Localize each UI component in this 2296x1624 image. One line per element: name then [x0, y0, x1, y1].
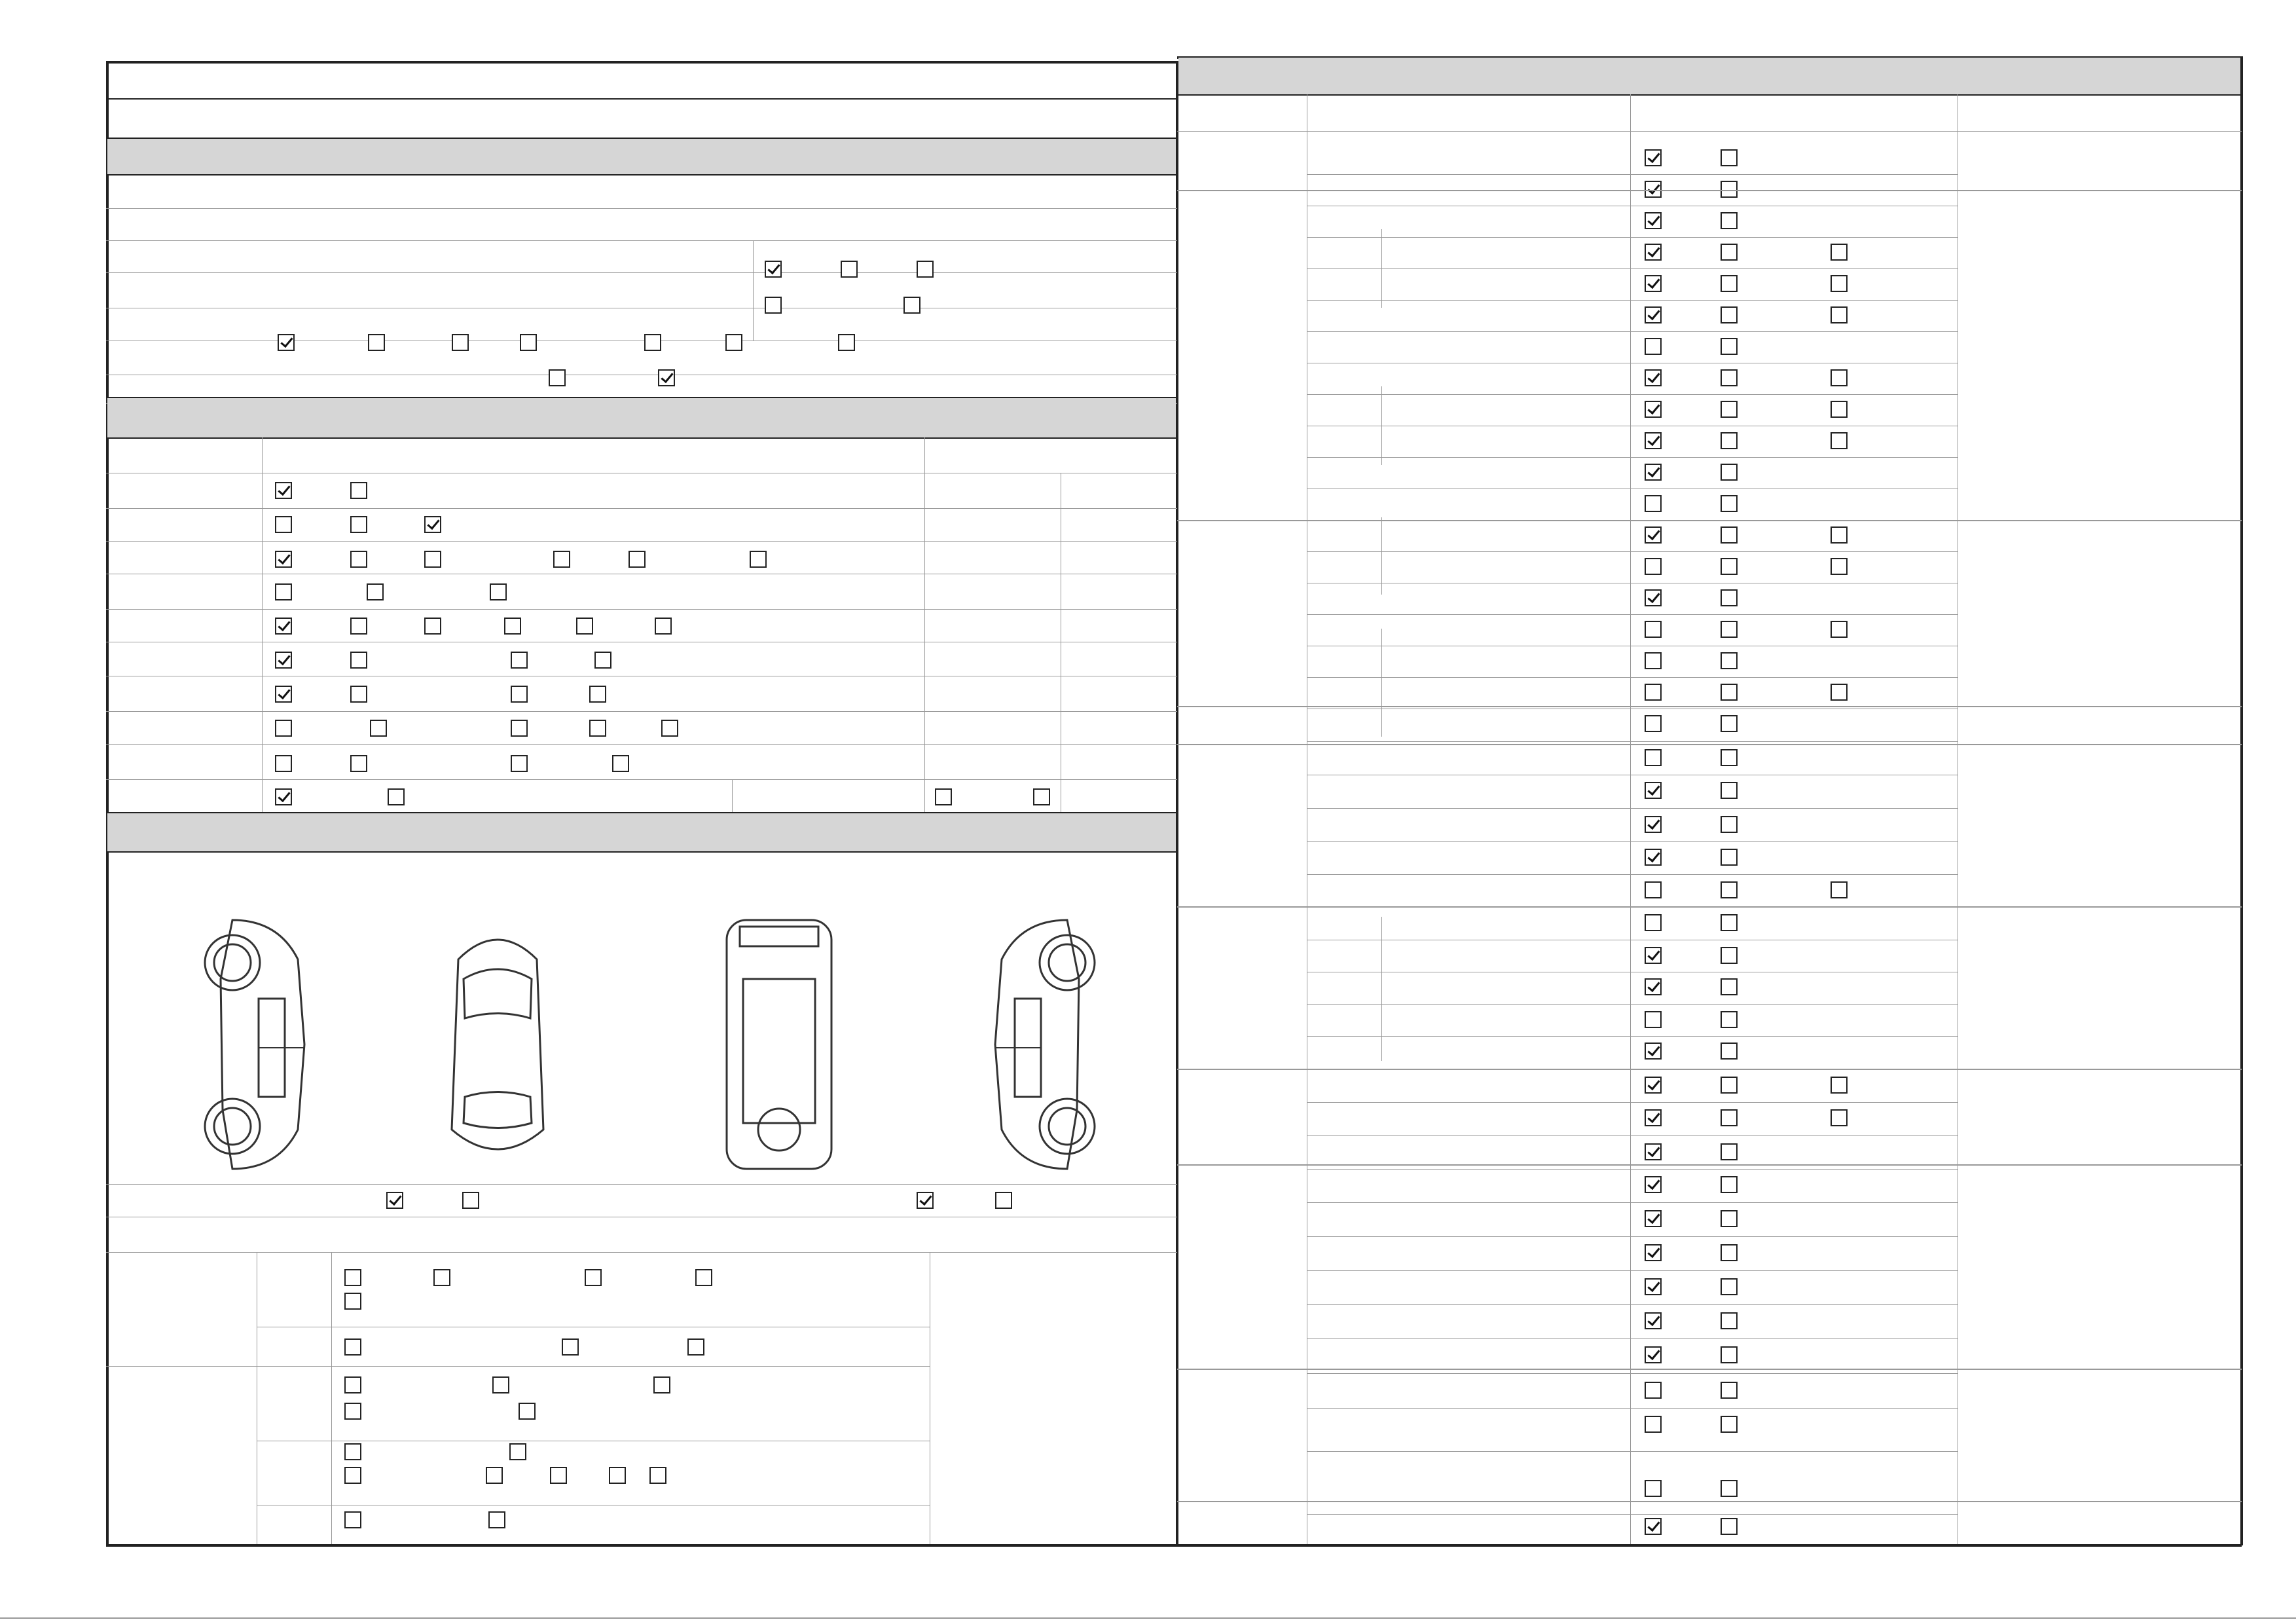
option-0-checkbox[interactable]: [275, 755, 292, 772]
detail-21-0-checkbox[interactable]: [1645, 816, 1662, 833]
trans2-0-checkbox[interactable]: [765, 297, 782, 314]
option-2-checkbox[interactable]: [511, 755, 528, 772]
rule-line: [1307, 808, 1958, 809]
rule-line: [1177, 131, 2242, 132]
color-0-checkbox[interactable]: [275, 720, 292, 737]
rankA-2-checkbox[interactable]: [653, 1376, 670, 1393]
detail-20-0-checkbox[interactable]: [1645, 782, 1662, 799]
detail-16-1-checkbox[interactable]: [1721, 652, 1738, 669]
rule-line: [1307, 874, 1958, 875]
usage-3-checkbox[interactable]: [589, 686, 606, 703]
rule-line: [753, 240, 754, 341]
mileage-level-2-checkbox[interactable]: [424, 516, 441, 533]
detail-24-1-checkbox[interactable]: [1721, 914, 1738, 931]
detail-38-0-checkbox[interactable]: [1645, 1382, 1662, 1399]
rule-line: [106, 609, 1177, 610]
emission-1-checkbox[interactable]: [367, 583, 384, 600]
rankA2-1-checkbox[interactable]: [519, 1403, 536, 1420]
accident-history-1-checkbox[interactable]: [462, 1192, 479, 1209]
rank1-1-checkbox[interactable]: [433, 1269, 450, 1286]
rule-line: [1307, 1514, 1958, 1515]
color-3-checkbox[interactable]: [589, 720, 606, 737]
warranty-1-checkbox[interactable]: [658, 369, 675, 386]
color-4-checkbox[interactable]: [661, 720, 678, 737]
rank2-2-checkbox[interactable]: [687, 1338, 704, 1356]
mileage-0-checkbox[interactable]: [275, 482, 292, 499]
rule-line: [106, 208, 1177, 209]
rule-line: [1307, 1004, 1958, 1005]
rule-line: [106, 711, 1177, 712]
rankC-0-checkbox[interactable]: [344, 1511, 361, 1528]
detail-34-0-checkbox[interactable]: [1645, 1244, 1662, 1261]
vin-mark-3-checkbox[interactable]: [553, 551, 570, 568]
option-1-checkbox[interactable]: [350, 755, 367, 772]
emission-0-checkbox[interactable]: [275, 583, 292, 600]
detail-14-1-checkbox[interactable]: [1721, 589, 1738, 606]
accident-history-0-checkbox[interactable]: [386, 1192, 403, 1209]
rankC-1-checkbox[interactable]: [488, 1511, 505, 1528]
fuel-1-checkbox[interactable]: [368, 334, 385, 351]
detail-6-0-checkbox[interactable]: [1645, 338, 1662, 355]
rule-line: [1307, 1102, 1958, 1103]
rule-line: [262, 437, 263, 812]
special-3-checkbox[interactable]: [594, 652, 611, 669]
detail-24-0-checkbox[interactable]: [1645, 914, 1662, 931]
detail-37-1-checkbox[interactable]: [1721, 1346, 1738, 1363]
detail-27-1-checkbox[interactable]: [1721, 1011, 1738, 1028]
mileage-level-1-checkbox[interactable]: [350, 516, 367, 533]
rule-line: [1307, 237, 1958, 238]
detail-30-0-checkbox[interactable]: [1645, 1109, 1662, 1126]
detail-7-1-checkbox[interactable]: [1721, 369, 1738, 386]
basic-header-bar: [107, 139, 1176, 174]
car-right-side-diagram: [962, 913, 1113, 1175]
rank2-0-checkbox[interactable]: [344, 1338, 361, 1356]
rankB-0-checkbox[interactable]: [344, 1443, 361, 1460]
detail-37-0-checkbox[interactable]: [1645, 1346, 1662, 1363]
detail-23-2-checkbox[interactable]: [1831, 881, 1848, 898]
rule-line: [1177, 744, 2242, 745]
vin-mark-1-checkbox[interactable]: [350, 551, 367, 568]
rule-line: [331, 1252, 332, 1544]
detail-2-0-checkbox[interactable]: [1645, 212, 1662, 229]
detail-4-0-checkbox[interactable]: [1645, 275, 1662, 292]
rule-line: [106, 779, 1177, 780]
detail-30-2-checkbox[interactable]: [1831, 1109, 1848, 1126]
detail-1-1-checkbox[interactable]: [1721, 181, 1738, 198]
detail-41-0-checkbox[interactable]: [1645, 1518, 1662, 1535]
rule-line: [1307, 1169, 1958, 1170]
detail-15-1-checkbox[interactable]: [1721, 621, 1738, 638]
detail-4-2-checkbox[interactable]: [1831, 275, 1848, 292]
rule-line: [1307, 394, 1958, 395]
detail-26-0-checkbox[interactable]: [1645, 978, 1662, 995]
rule-line: [1177, 1501, 2242, 1502]
detail-30-1-checkbox[interactable]: [1721, 1109, 1738, 1126]
detail-15-0-checkbox[interactable]: [1645, 621, 1662, 638]
rule-line: [1177, 1164, 2242, 1166]
detail-3-2-checkbox[interactable]: [1831, 244, 1848, 261]
car-top-diagram: [432, 920, 563, 1169]
detail-29-2-checkbox[interactable]: [1831, 1077, 1848, 1094]
option-3-checkbox[interactable]: [612, 755, 629, 772]
rule-line: [1307, 841, 1958, 842]
detail-10-1-checkbox[interactable]: [1721, 464, 1738, 481]
fuel-2-checkbox[interactable]: [452, 334, 469, 351]
rule-line: [1307, 1451, 1958, 1452]
recall-done-1-checkbox[interactable]: [1033, 788, 1050, 805]
detail-4-1-checkbox[interactable]: [1721, 275, 1738, 292]
tuning-4-checkbox[interactable]: [576, 618, 593, 635]
rule-line: [106, 744, 1177, 745]
rule-line: [106, 61, 109, 1545]
detail-11-1-checkbox[interactable]: [1721, 495, 1738, 512]
vin-mark-2-checkbox[interactable]: [424, 551, 441, 568]
rule-line: [106, 851, 1177, 853]
detail-18-0-checkbox[interactable]: [1645, 715, 1662, 732]
detail-14-0-checkbox[interactable]: [1645, 589, 1662, 606]
rule-line: [106, 174, 1177, 175]
detail-23-1-checkbox[interactable]: [1721, 881, 1738, 898]
detail-17-2-checkbox[interactable]: [1831, 684, 1848, 701]
trans-0-checkbox[interactable]: [765, 261, 782, 278]
detail-32-1-checkbox[interactable]: [1721, 1176, 1738, 1193]
rankB2-3-checkbox[interactable]: [609, 1467, 626, 1484]
rule-line: [1381, 386, 1382, 465]
detail-9-0-checkbox[interactable]: [1645, 432, 1662, 449]
detail-33-0-checkbox[interactable]: [1645, 1210, 1662, 1227]
rankB2-0-checkbox[interactable]: [344, 1467, 361, 1484]
rule-line: [1307, 1135, 1958, 1136]
rule-line: [1307, 1304, 1958, 1305]
rule-line: [106, 272, 1177, 273]
detail-10-0-checkbox[interactable]: [1645, 464, 1662, 481]
rule-line: [1307, 1408, 1958, 1409]
fuel-4-checkbox[interactable]: [644, 334, 661, 351]
vin-mark-5-checkbox[interactable]: [750, 551, 767, 568]
detail-3-1-checkbox[interactable]: [1721, 244, 1738, 261]
rankB2-1-checkbox[interactable]: [486, 1467, 503, 1484]
detail-8-1-checkbox[interactable]: [1721, 401, 1738, 418]
detail-15-2-checkbox[interactable]: [1831, 621, 1848, 638]
detail-35-1-checkbox[interactable]: [1721, 1278, 1738, 1295]
rule-line: [1307, 331, 1958, 332]
car-frame-diagram: [714, 913, 845, 1175]
rule-line: [1177, 706, 2242, 707]
detail-19-0-checkbox[interactable]: [1645, 749, 1662, 766]
special-0-checkbox[interactable]: [275, 652, 292, 669]
fuel-5-checkbox[interactable]: [725, 334, 742, 351]
rank1-2-checkbox[interactable]: [585, 1269, 602, 1286]
color-2-checkbox[interactable]: [511, 720, 528, 737]
detail-22-1-checkbox[interactable]: [1721, 849, 1738, 866]
rule-line: [106, 508, 1177, 509]
detail-36-1-checkbox[interactable]: [1721, 1312, 1738, 1329]
rankB2-2-checkbox[interactable]: [550, 1467, 567, 1484]
usage-2-checkbox[interactable]: [511, 686, 528, 703]
detail-25-0-checkbox[interactable]: [1645, 947, 1662, 964]
detail-12-0-checkbox[interactable]: [1645, 526, 1662, 544]
rule-line: [1381, 517, 1382, 595]
detail-26-1-checkbox[interactable]: [1721, 978, 1738, 995]
rankA-1-checkbox[interactable]: [492, 1376, 509, 1393]
tuning-3-checkbox[interactable]: [504, 618, 521, 635]
detail-29-0-checkbox[interactable]: [1645, 1077, 1662, 1094]
rankB2-4-checkbox[interactable]: [649, 1467, 666, 1484]
detail-header-bar: [1178, 58, 2240, 94]
rule-line: [1307, 174, 1958, 175]
detail-18-1-checkbox[interactable]: [1721, 715, 1738, 732]
detail-3-0-checkbox[interactable]: [1645, 244, 1662, 261]
rule-line: [1307, 1036, 1958, 1037]
rule-line: [1381, 917, 1382, 1061]
detail-32-0-checkbox[interactable]: [1645, 1176, 1662, 1193]
detail-7-2-checkbox[interactable]: [1831, 369, 1848, 386]
detail-5-1-checkbox[interactable]: [1721, 306, 1738, 323]
rule-line: [0, 1617, 2296, 1619]
detail-0-0-checkbox[interactable]: [1645, 149, 1662, 166]
detail-34-1-checkbox[interactable]: [1721, 1244, 1738, 1261]
vin-mark-4-checkbox[interactable]: [629, 551, 646, 568]
rank1-0-checkbox[interactable]: [344, 1269, 361, 1286]
rule-line: [106, 1366, 930, 1367]
rule-line: [106, 1252, 1177, 1253]
fuel-0-checkbox[interactable]: [278, 334, 295, 351]
usage-0-checkbox[interactable]: [275, 686, 292, 703]
rule-line: [106, 98, 1177, 100]
rule-line: [1177, 1369, 2242, 1370]
rule-line: [1177, 1069, 2242, 1070]
detail-28-0-checkbox[interactable]: [1645, 1043, 1662, 1060]
detail-35-0-checkbox[interactable]: [1645, 1278, 1662, 1295]
detail-39-1-checkbox[interactable]: [1721, 1416, 1738, 1433]
rankA2-0-checkbox[interactable]: [344, 1403, 361, 1420]
rule-line: [1177, 906, 2242, 908]
detail-21-1-checkbox[interactable]: [1721, 816, 1738, 833]
trans2-1-checkbox[interactable]: [903, 297, 920, 314]
detail-12-2-checkbox[interactable]: [1831, 526, 1848, 544]
rule-line: [106, 61, 1177, 64]
rule-line: [1307, 741, 1958, 742]
detail-20-1-checkbox[interactable]: [1721, 782, 1738, 799]
tuning-2-checkbox[interactable]: [424, 618, 441, 635]
rule-line: [1307, 1270, 1958, 1271]
usage-1-checkbox[interactable]: [350, 686, 367, 703]
detail-16-0-checkbox[interactable]: [1645, 652, 1662, 669]
car-left-side-diagram: [187, 913, 337, 1175]
rule-line: [1307, 268, 1958, 269]
mileage-1-checkbox[interactable]: [350, 482, 367, 499]
detail-9-2-checkbox[interactable]: [1831, 432, 1848, 449]
simple-repair-0-checkbox[interactable]: [917, 1192, 934, 1209]
color-1-checkbox[interactable]: [370, 720, 387, 737]
warranty-0-checkbox[interactable]: [549, 369, 566, 386]
detail-17-0-checkbox[interactable]: [1645, 684, 1662, 701]
detail-9-1-checkbox[interactable]: [1721, 432, 1738, 449]
general-header-bar: [107, 398, 1176, 437]
recall-0-checkbox[interactable]: [275, 788, 292, 805]
rule-line: [1307, 614, 1958, 615]
special-2-checkbox[interactable]: [511, 652, 528, 669]
rule-line: [1381, 229, 1382, 308]
detail-38-1-checkbox[interactable]: [1721, 1382, 1738, 1399]
rankB-1-checkbox[interactable]: [509, 1443, 526, 1460]
rule-line: [1307, 551, 1958, 552]
rule-line: [106, 240, 1177, 241]
detail-17-1-checkbox[interactable]: [1721, 684, 1738, 701]
detail-2-1-checkbox[interactable]: [1721, 212, 1738, 229]
detail-40-1-checkbox[interactable]: [1721, 1480, 1738, 1497]
rule-line: [1307, 300, 1958, 301]
detail-36-0-checkbox[interactable]: [1645, 1312, 1662, 1329]
detail-6-1-checkbox[interactable]: [1721, 338, 1738, 355]
detail-41-1-checkbox[interactable]: [1721, 1518, 1738, 1535]
rule-line: [924, 437, 925, 812]
detail-40-0-checkbox[interactable]: [1645, 1480, 1662, 1497]
rule-line: [1307, 1373, 1958, 1374]
rule-line: [1307, 1338, 1958, 1339]
trans-1-checkbox[interactable]: [841, 261, 858, 278]
detail-13-2-checkbox[interactable]: [1831, 558, 1848, 575]
rule-line: [1177, 94, 2242, 96]
detail-28-1-checkbox[interactable]: [1721, 1043, 1738, 1060]
detail-33-1-checkbox[interactable]: [1721, 1210, 1738, 1227]
detail-13-1-checkbox[interactable]: [1721, 558, 1738, 575]
recall-1-checkbox[interactable]: [388, 788, 405, 805]
rule-line: [1307, 457, 1958, 458]
detail-8-2-checkbox[interactable]: [1831, 401, 1848, 418]
detail-29-1-checkbox[interactable]: [1721, 1077, 1738, 1094]
detail-23-0-checkbox[interactable]: [1645, 881, 1662, 898]
detail-25-1-checkbox[interactable]: [1721, 947, 1738, 964]
detail-22-0-checkbox[interactable]: [1645, 849, 1662, 866]
detail-5-0-checkbox[interactable]: [1645, 306, 1662, 323]
rule-line: [1177, 190, 2242, 191]
rule-line: [732, 779, 733, 812]
detail-0-1-checkbox[interactable]: [1721, 149, 1738, 166]
special-1-checkbox[interactable]: [350, 652, 367, 669]
fuel-6-checkbox[interactable]: [838, 334, 855, 351]
rank2-1-checkbox[interactable]: [562, 1338, 579, 1356]
detail-39-0-checkbox[interactable]: [1645, 1416, 1662, 1433]
detail-13-0-checkbox[interactable]: [1645, 558, 1662, 575]
detail-12-1-checkbox[interactable]: [1721, 526, 1738, 544]
detail-11-0-checkbox[interactable]: [1645, 495, 1662, 512]
emission-2-checkbox[interactable]: [490, 583, 507, 600]
fuel-3-checkbox[interactable]: [520, 334, 537, 351]
detail-5-2-checkbox[interactable]: [1831, 306, 1848, 323]
rule-line: [106, 1184, 1177, 1185]
rule-line: [1307, 1236, 1958, 1237]
rule-line: [1307, 677, 1958, 678]
tuning-0-checkbox[interactable]: [275, 618, 292, 635]
detail-31-1-checkbox[interactable]: [1721, 1143, 1738, 1160]
rule-line: [106, 541, 1177, 542]
trans-2-checkbox[interactable]: [917, 261, 934, 278]
detail-27-0-checkbox[interactable]: [1645, 1011, 1662, 1028]
rule-line: [1307, 1202, 1958, 1203]
rule-line: [106, 437, 1177, 439]
detail-31-0-checkbox[interactable]: [1645, 1143, 1662, 1160]
tuning-1-checkbox[interactable]: [350, 618, 367, 635]
rule-line: [2240, 56, 2243, 1545]
detail-19-1-checkbox[interactable]: [1721, 749, 1738, 766]
tuning-5-checkbox[interactable]: [655, 618, 672, 635]
rule-line: [1177, 1544, 2242, 1547]
detail-7-0-checkbox[interactable]: [1645, 369, 1662, 386]
vin-mark-0-checkbox[interactable]: [275, 551, 292, 568]
mileage-level-0-checkbox[interactable]: [275, 516, 292, 533]
rank1b-0-checkbox[interactable]: [344, 1293, 361, 1310]
detail-8-0-checkbox[interactable]: [1645, 401, 1662, 418]
accident-header-bar: [107, 813, 1176, 851]
rankA-0-checkbox[interactable]: [344, 1376, 361, 1393]
rule-line: [106, 1544, 1177, 1547]
rule-line: [1177, 520, 2242, 521]
rule-line: [1176, 61, 1178, 1545]
recall-done-0-checkbox[interactable]: [935, 788, 952, 805]
simple-repair-1-checkbox[interactable]: [995, 1192, 1012, 1209]
rule-line: [1381, 629, 1382, 737]
detail-1-0-checkbox[interactable]: [1645, 181, 1662, 198]
rule-line: [1630, 94, 1631, 1544]
rank1-3-checkbox[interactable]: [695, 1269, 712, 1286]
